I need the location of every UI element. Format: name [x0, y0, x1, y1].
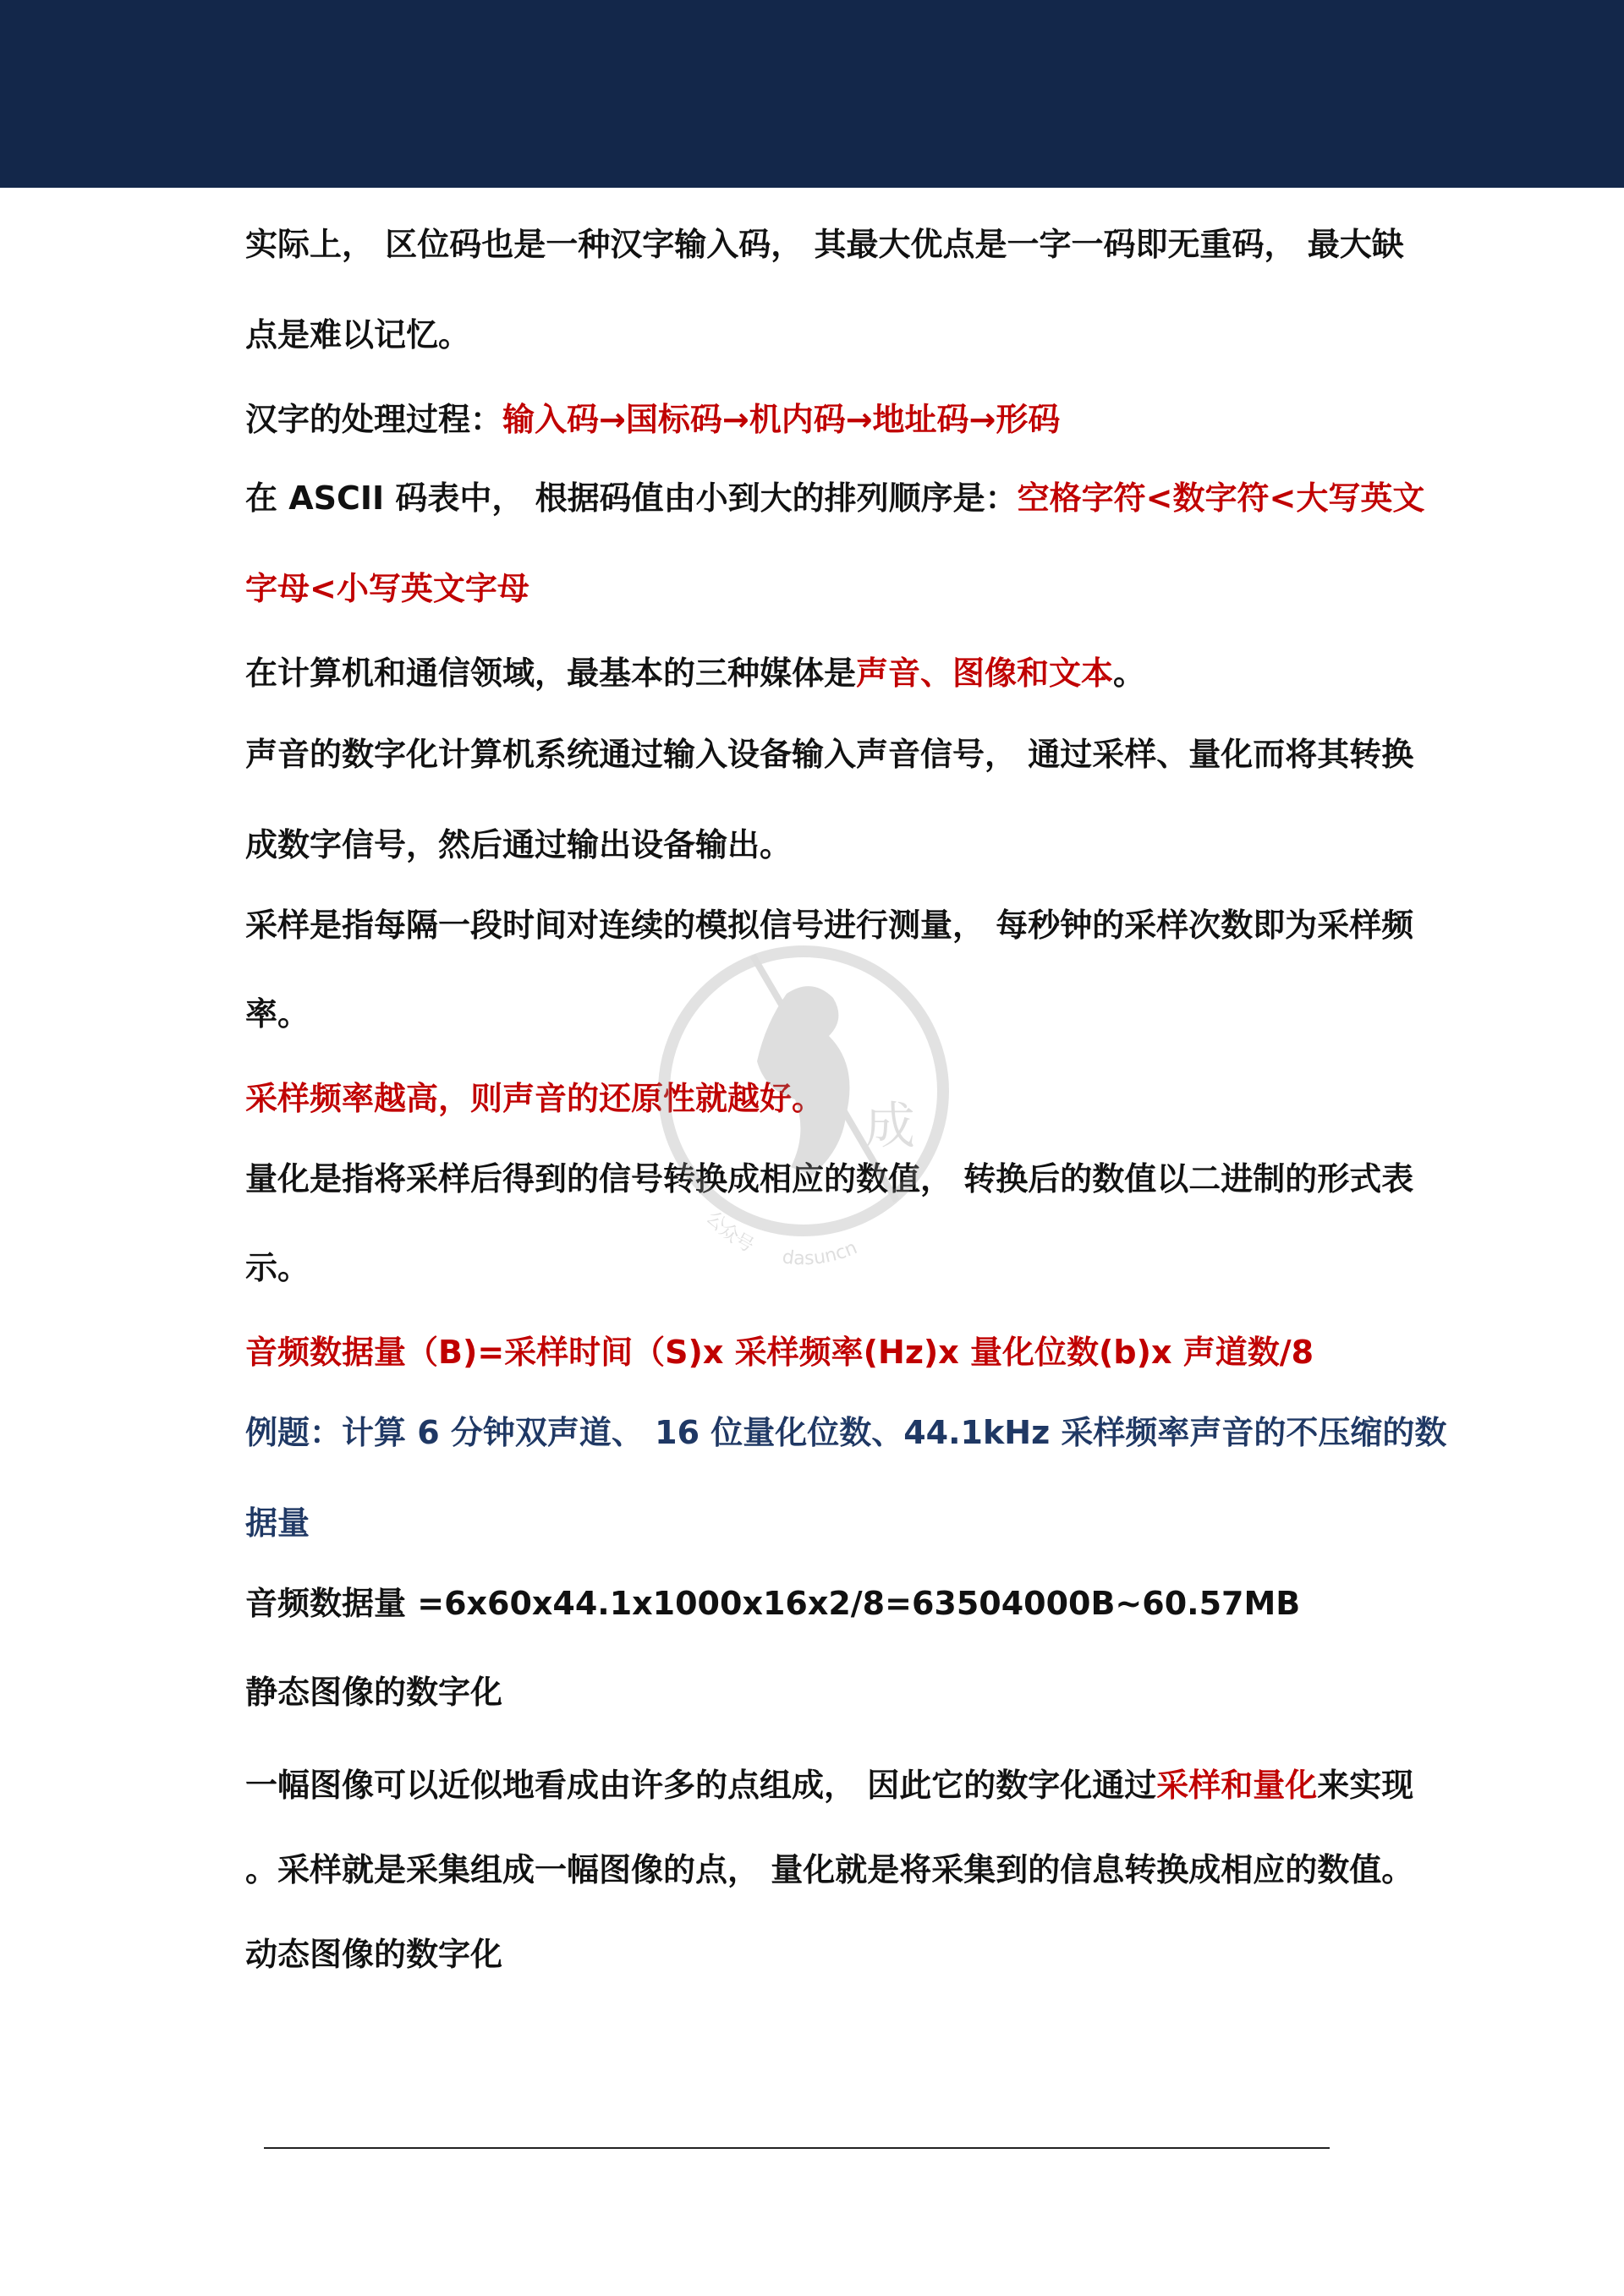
text-run: 。 — [1113, 655, 1146, 692]
text-run: 在 ASCII 码表中， 根据码值由小到大的排列顺序是： — [245, 479, 1018, 517]
paragraph-line — [245, 224, 1404, 265]
highlight-text: 采样和量化 — [1156, 1767, 1318, 1804]
text-run: 来实现 — [1317, 1767, 1414, 1804]
paragraph-line — [245, 315, 470, 355]
text-run: 成数字信号，然后通过输出设备输出。 — [245, 826, 793, 863]
paragraph-line — [245, 825, 792, 865]
formula-line — [245, 1332, 1314, 1373]
text-run: 率。 — [245, 995, 310, 1033]
highlight-text: 声音、图像和文本 — [856, 655, 1114, 692]
text-run: 一幅图像可以近似地看成由许多的点组成， 因此它的数字化通过 — [245, 1767, 1157, 1804]
section-heading — [245, 1934, 502, 1975]
text-run: 点是难以记忆。 — [245, 316, 471, 353]
highlight-text: 字母<小写英文字母 — [245, 570, 529, 607]
header-band — [0, 0, 1624, 188]
seal-figure — [757, 986, 850, 1175]
paragraph-line — [245, 994, 310, 1034]
paragraph-line — [245, 478, 1424, 518]
paragraph-line — [245, 734, 1413, 775]
text-run: 静态图像的数字化 — [245, 1674, 503, 1711]
seal-caption: 公众号dasuncn — [701, 1207, 861, 1270]
example-line — [245, 1412, 1446, 1453]
footer-rule — [264, 2147, 1330, 2149]
paragraph-line — [245, 1765, 1413, 1806]
formula-text: 音频数据量（B)=采样时间（S)x 采样频率(Hz)x 量化位数(b)x 声道数/8 — [245, 1334, 1314, 1371]
text-run: 采样是指每隔一段时间对连续的模拟信号进行测量， 每秒钟的采样次数即为采样频 — [245, 907, 1414, 944]
watermark-seal — [643, 922, 964, 1294]
text-run: 动态图像的数字化 — [245, 1936, 503, 1973]
paragraph-line — [245, 399, 1060, 440]
text-run: 汉字的处理过程： — [245, 401, 503, 438]
text-run: 量化是指将采样后得到的信号转换成相应的数值， 转换后的数值以二进制的形式表 — [245, 1160, 1414, 1197]
text-run: 示。 — [245, 1249, 310, 1286]
highlight-line — [245, 568, 529, 609]
paragraph-line — [245, 653, 1145, 693]
paragraph-line — [245, 1247, 310, 1288]
example-text: 例题：计算 6 分钟双声道、 16 位量化位数、44.1kHz 采样频率声音的不压缩的数 — [245, 1414, 1447, 1451]
text-run: 声音的数字化计算机系统通过输入设备输入声音信号， 通过采样、量化而将其转换 — [245, 736, 1414, 773]
text-run: 。采样就是采集组成一幅图像的点， 量化就是将采集到的信息转换成相应的数值。 — [245, 1851, 1414, 1888]
highlight-text: 采样频率越高，则声音的还原性就越好。 — [245, 1080, 825, 1117]
example-line — [245, 1503, 310, 1543]
example-text: 据量 — [245, 1504, 310, 1542]
text-run: 音频数据量 =6x60x44.1x1000x16x2/8=63504000B~60.57MB — [245, 1585, 1301, 1622]
seal-character: 成 — [864, 1097, 915, 1156]
section-heading — [245, 1672, 502, 1712]
calculation-line — [245, 1583, 1300, 1624]
text-run: 实际上， 区位码也是一种汉字输入码， 其最大优点是一字一码即无重码， 最大缺 — [245, 226, 1404, 263]
text-run: 在计算机和通信领域，最基本的三种媒体是 — [245, 655, 857, 692]
highlight-text: 空格字符<数字符<大写英文 — [1017, 479, 1425, 517]
paragraph-line — [245, 1849, 1413, 1890]
highlight-text: 输入码→国标码→机内码→地址码→形码 — [502, 401, 1061, 438]
